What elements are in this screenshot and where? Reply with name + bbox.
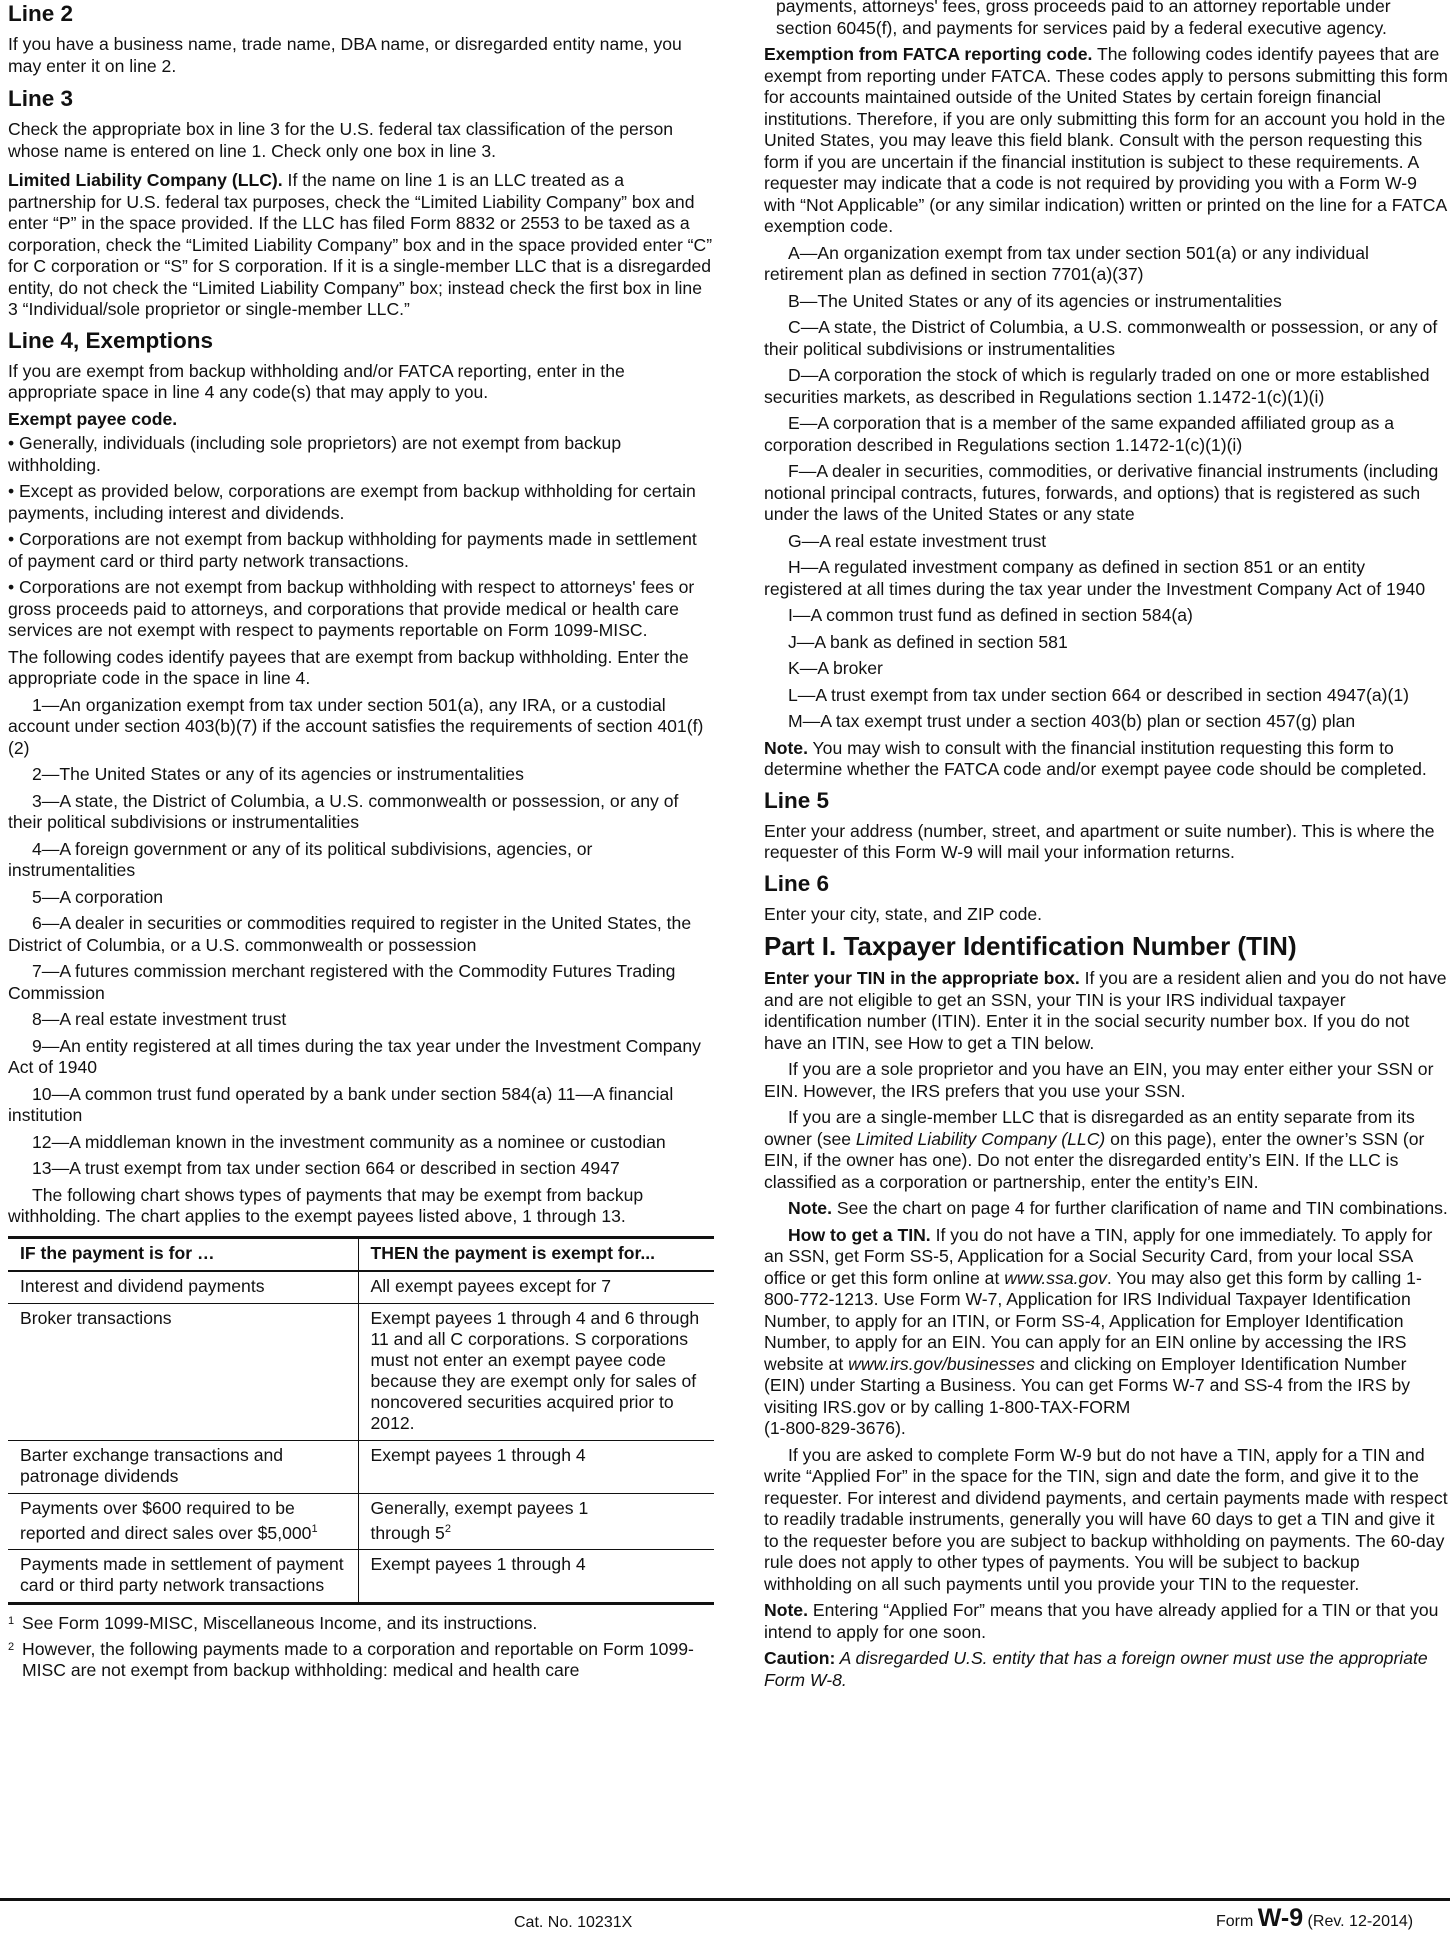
table-row (8, 1271, 714, 1304)
how-to-phone: (1-800-829-3676). (764, 1418, 906, 1438)
note-text: See the chart on page 4 for further clarification of name and TIN combinations. (831, 1198, 1448, 1218)
table-cell-payment (8, 1493, 358, 1550)
codes-intro: The following codes identify payees that are exempt from backup withholding. Enter the appropriate code in the space in line 4. (8, 646, 689, 688)
fatca-code: F—A dealer in securities, commodities, or derivative financial instruments (including notional principal contracts, futures, forwards, and options) that is registered as such under the laws of the United States or any state (764, 461, 1439, 524)
line2-text: If you have a business name, trade name, DBA name, or disregarded entity name, you may enter it on line 2. (8, 34, 682, 76)
line5-heading: Line 5 (764, 787, 830, 813)
fatca-code: C—A state, the District of Columbia, a U.S. commonwealth or possession, or any of their political subdivisions or instrumentalities (764, 317, 1438, 359)
fatca-code: K—A broker (788, 658, 883, 678)
bullet: • Except as provided below, corporations are exempt from backup withholding for certain payments, including interest and dividends. (8, 481, 696, 523)
exempt-text: Generally, exempt payees 1 through 5 (370, 1497, 589, 1543)
table-cell-payment: Broker transactions (8, 1303, 358, 1440)
exempt-code: 9—An entity registered at all times during the tax year under the Investment Company Act of 1940 (8, 1035, 701, 1077)
sole-proprietor-text: If you are a sole proprietor and you have an EIN, you may enter either your SSN or EIN. However, the IRS prefers that you use your SSN. (764, 1059, 1434, 1101)
how-to-text-c: and clicking on Employer Identification Number (EIN) under Starting a Business. You can get Forms W-7 and SS-4 from the IRS by visiting IRS.gov or by calling 1-800-TAX-FORM (764, 1353, 1411, 1417)
fatca-text: The following codes identify payees that are exempt from reporting under FATCA. These codes apply to persons submitting this form for accounts maintained outside of the United States by certain foreign financial institutions. Therefore, if you are only submitting this form for an account you hold in the United States, you may leave this field blank. Consult with the person requesting this form if you are uncertain if the financial institution is subject to these requirements. A requester may indicate that a code is not required by providing you with a Form W-9 with “Not Applicable” (or any similar indication) written or printed on the line for a FATCA exemption code. (764, 44, 1448, 236)
ssa-link[interactable]: www.ssa.gov (1004, 1267, 1107, 1288)
llc-text-a: If you are a single-member LLC that is disregarded as an entity separate from its owner (see (764, 1107, 1415, 1149)
line5-text: Enter your address (number, street, and apartment or suite number). This is where the requester of this Form W-9 will mail your information returns. (764, 820, 1435, 862)
note-label: Note. (764, 737, 808, 758)
right-column (764, 0, 1448, 1696)
llc-text: If the name on line 1 is an LLC treated as a partnership for U.S. federal tax purposes, check the “Limited Liability Company” box and enter “P” in the space provided. If the LLC has filed Form 8832 or 2553 to be taxed as a corporation, check the “Limited Liability Company” box and in the space provided enter “C” for C corporation or “S” for S corporation. If it is a single-member LLC that is a disregarded entity, do not check the “Limited Liability Company” box; instead check the first box in line 3 “Individual/sole proprietor or single-member LLC.” (8, 170, 713, 319)
llc-label: Limited Liability Company (LLC). (8, 170, 283, 190)
line4-text: If you are exempt from backup withholding and/or FATCA reporting, enter in the appropriate space in line 4 any code(s) that may apply to you. (8, 360, 625, 402)
fatca-code: D—A corporation the stock of which is regularly traded on one or more established securities markets, as described in Regulations section 1.1472-1(c)(1)(i) (764, 365, 1430, 407)
tin-paragraph (764, 968, 1448, 1054)
catalog-number: Cat. No. 10231X (514, 1914, 633, 1931)
fatca-code: B—The United States or any of its agencies or instrumentalities (788, 290, 1282, 311)
form-prefix: Form (1216, 1913, 1258, 1930)
table-cell-exempt: Exempt payees 1 through 4 (358, 1550, 714, 1604)
fatca-code: G—A real estate investment trust (788, 530, 1047, 551)
fatca-code: L—A trust exempt from tax under section 664 or described in section 4947(a)(1) (788, 684, 1409, 705)
payment-text: Payments over $600 required to be reported and direct sales over $5,000 (20, 1497, 312, 1543)
footnote-ref: 1 (311, 1522, 318, 1535)
table-cell-payment: Payments made in settlement of payment card or third party network transactions (8, 1550, 358, 1604)
line3-text: Check the appropriate box in line 3 for the U.S. federal tax classification of the person whose name is entered on line 1. Check only one box in line 3. (8, 119, 674, 161)
table-cell-exempt (358, 1493, 714, 1550)
llc-italic-ref: Limited Liability Company (LLC) (855, 1128, 1106, 1149)
note-fatca (764, 738, 1448, 781)
footnote-text: However, the following payments made to a corporation and reportable on Form 1099-MISC are not exempt from backup withholding: medical and health care (22, 1638, 694, 1681)
exempt-code: 2—The United States or any of its agencies or instrumentalities (32, 764, 524, 784)
line3-heading: Line 3 (8, 86, 74, 111)
how-to-get-tin-paragraph (764, 1225, 1448, 1440)
table-row (8, 1550, 714, 1604)
exempt-code: 1—An organization exempt from tax under section 501(a), any IRA, or a custodial account under section 403(b)(7) if the account satisfies the requirements of section 401(f)(2) (8, 694, 704, 758)
table-cell-payment: Interest and dividend payments (8, 1271, 358, 1304)
footnotes (8, 1613, 714, 1682)
bullet: • Generally, individuals (including sole proprietors) are not exempt from backup withholding. (8, 433, 622, 475)
line2-heading: Line 2 (8, 1, 74, 26)
exempt-code: 12—A middleman known in the investment community as a nominee or custodian (32, 1131, 666, 1152)
table-cell-exempt: All exempt payees except for 7 (358, 1271, 714, 1304)
table-cell-exempt: Exempt payees 1 through 4 (358, 1440, 714, 1493)
exempt-code: 8—A real estate investment trust (32, 1009, 287, 1029)
applied-for-text: If you are asked to complete Form W-9 but do not have a TIN, apply for a TIN and write “Applied For” in the space for the TIN, sign and date the form, and give it to the requester. For interest and dividend payments, and certain payments made with respect to readily tradable instruments, generally you will have 60 days to get a TIN and give it to the requester before you are subject to backup withholding on payments. The 60-day rule does not apply to other types of payments. You will be subject to backup withholding on all such payments until you provide your TIN to the requester. (764, 1444, 1448, 1594)
exempt-payee-heading: Exempt payee code. (8, 408, 178, 429)
how-to-text-b: . You may also get this form by calling 1-800-772-1213. Use Form W-7, Application for IRS Individual Taxpayer Identification Number, to apply for an ITIN, or Form SS-4, Application for Employer Identification Number, to apply for an EIN. You can apply for an EIN online by accessing the IRS website at (764, 1267, 1422, 1374)
fatca-label: Exemption from FATCA reporting code. (764, 44, 1093, 64)
how-to-text-a: If you do not have a TIN, apply for one immediately. To apply for an SSN, get Form SS-5, Application for a Social Security Card, from your local SSA office or get this form online at (764, 1224, 1433, 1288)
table-row (8, 1493, 714, 1550)
fatca-code: M—A tax exempt trust under a section 403(b) plan or section 457(g) plan (788, 711, 1356, 731)
continued-text: payments, attorneys' fees, gross proceeds paid to an attorney reportable under section 6045(f), and payments for services paid by a federal executive agency. (776, 0, 1391, 38)
footnote (8, 1613, 714, 1635)
line6-heading: Line 6 (764, 870, 830, 896)
form-identifier (1216, 1904, 1414, 1933)
fatca-code: J—A bank as defined in section 581 (788, 631, 1068, 652)
form-revision: (Rev. 12-2014) (1303, 1913, 1414, 1930)
llc-paragraph (8, 170, 714, 321)
table-row (8, 1440, 714, 1493)
llc-text-b: on this page), enter the owner’s SSN (or EIN, if the owner has one). Do not enter the disregarded entity’s EIN. If the LLC is classified as a corporation or partnership, enter the entity’s EIN. (764, 1128, 1425, 1192)
form-name: W-9 (1257, 1904, 1304, 1932)
footnote (8, 1639, 714, 1682)
exempt-code: 3—A state, the District of Columbia, a U.S. commonwealth or possession, or any of their political subdivisions or instrumentalities (8, 790, 679, 832)
fatca-code: I—A common trust fund as defined in section 584(a) (788, 605, 1193, 625)
note-text: You may wish to consult with the financial institution requesting this form to determine whether the FATCA code and/or exempt payee code should be completed. (764, 737, 1427, 779)
exempt-code: 13—A trust exempt from tax under section 664 or described in section 4947 (32, 1158, 620, 1178)
footnote-ref: 2 (444, 1522, 451, 1535)
fatca-code: A—An organization exempt from tax under section 501(a) or any individual retirement plan as defined in section 7701(a)(37) (764, 242, 1369, 284)
fatca-paragraph (764, 44, 1448, 238)
caution-paragraph (764, 1648, 1448, 1691)
footnote-mark: 1 (8, 1615, 15, 1628)
part1-heading: Part I. Taxpayer Identification Number (TIN) (764, 931, 1297, 961)
line4-heading: Line 4, Exemptions (8, 327, 214, 353)
note-label: Note. (788, 1198, 832, 1218)
line6-text: Enter your city, state, and ZIP code. (764, 903, 1043, 924)
chart-intro: The following chart shows types of payments that may be exempt from backup withholding. The chart applies to the exempt payees listed above, 1 through 13. (8, 1184, 644, 1226)
single-member-llc-paragraph (764, 1107, 1448, 1193)
exempt-code: 10—A common trust fund operated by a bank under section 584(a) 11—A financial institution (8, 1083, 674, 1125)
fatca-code: E—A corporation that is a member of the same expanded affiliated group as a corporation described in Regulations section 1.1472-1(c)(1)(i) (764, 413, 1395, 455)
how-to-label: How to get a TIN. (788, 1224, 931, 1245)
table-cell-payment: Barter exchange transactions and patronage dividends (8, 1440, 358, 1493)
note-applied-for (764, 1600, 1448, 1643)
footnote-text: See Form 1099-MISC, Miscellaneous Income, and its instructions. (22, 1613, 538, 1634)
footnote-mark: 2 (8, 1640, 15, 1653)
caution-text: A disregarded U.S. entity that has a foreign owner must use the appropriate Form W-8. (764, 1648, 1428, 1690)
left-column (8, 0, 714, 1686)
exempt-code: 4—A foreign government or any of its political subdivisions, agencies, or instrumentalities (8, 838, 593, 880)
exempt-code: 6—A dealer in securities or commodities required to register in the United States, the District of Columbia, or a U.S. commonwealth or possession (8, 913, 692, 955)
exempt-payments-table (8, 1236, 714, 1606)
bullet: • Corporations are not exempt from backup withholding with respect to attorneys' fees or gross proceeds paid to attorneys, and corporations that provide medical or health care services are not exempt with respect to payments reportable on Form 1099-MISC. (8, 577, 695, 640)
footer-rule (0, 1898, 1450, 1901)
table-cell-exempt: Exempt payees 1 through 4 and 6 through 11 and all C corporations. S corporations must not enter an exempt payee code because they are exempt only for sales of noncovered securities acquired prior to 2012. (358, 1303, 714, 1440)
note-text: Entering “Applied For” means that you have already applied for a TIN or that you intend to apply for one soon. (764, 1600, 1439, 1642)
note-chart (764, 1198, 1448, 1220)
table-header-then: THEN the payment is exempt for... (358, 1237, 714, 1271)
irs-businesses-link[interactable]: www.irs.gov/businesses (848, 1353, 1035, 1374)
exempt-code: 7—A futures commission merchant registered with the Commodity Futures Trading Commission (8, 961, 676, 1003)
tin-text: If you are a resident alien and you do not have and are not eligible to get an SSN, your TIN is your IRS individual taxpayer identification number (ITIN). Enter it in the social security number box. If you do not have an ITIN, see How to get a TIN below. (764, 968, 1447, 1053)
note-label: Note. (764, 1600, 808, 1620)
bullet: • Corporations are not exempt from backup withholding for payments made in settlement of payment card or third party network transactions. (8, 529, 697, 571)
caution-label: Caution: (764, 1648, 836, 1668)
fatca-code: H—A regulated investment company as defined in section 851 or an entity registered at all times during the tax year under the Investment Company Act of 1940 (764, 557, 1426, 599)
exempt-code: 5—A corporation (32, 886, 164, 907)
table-header-row (8, 1237, 714, 1271)
tin-label: Enter your TIN in the appropriate box. (764, 968, 1080, 988)
table-row (8, 1303, 714, 1440)
table-header-if: IF the payment is for … (8, 1237, 358, 1271)
